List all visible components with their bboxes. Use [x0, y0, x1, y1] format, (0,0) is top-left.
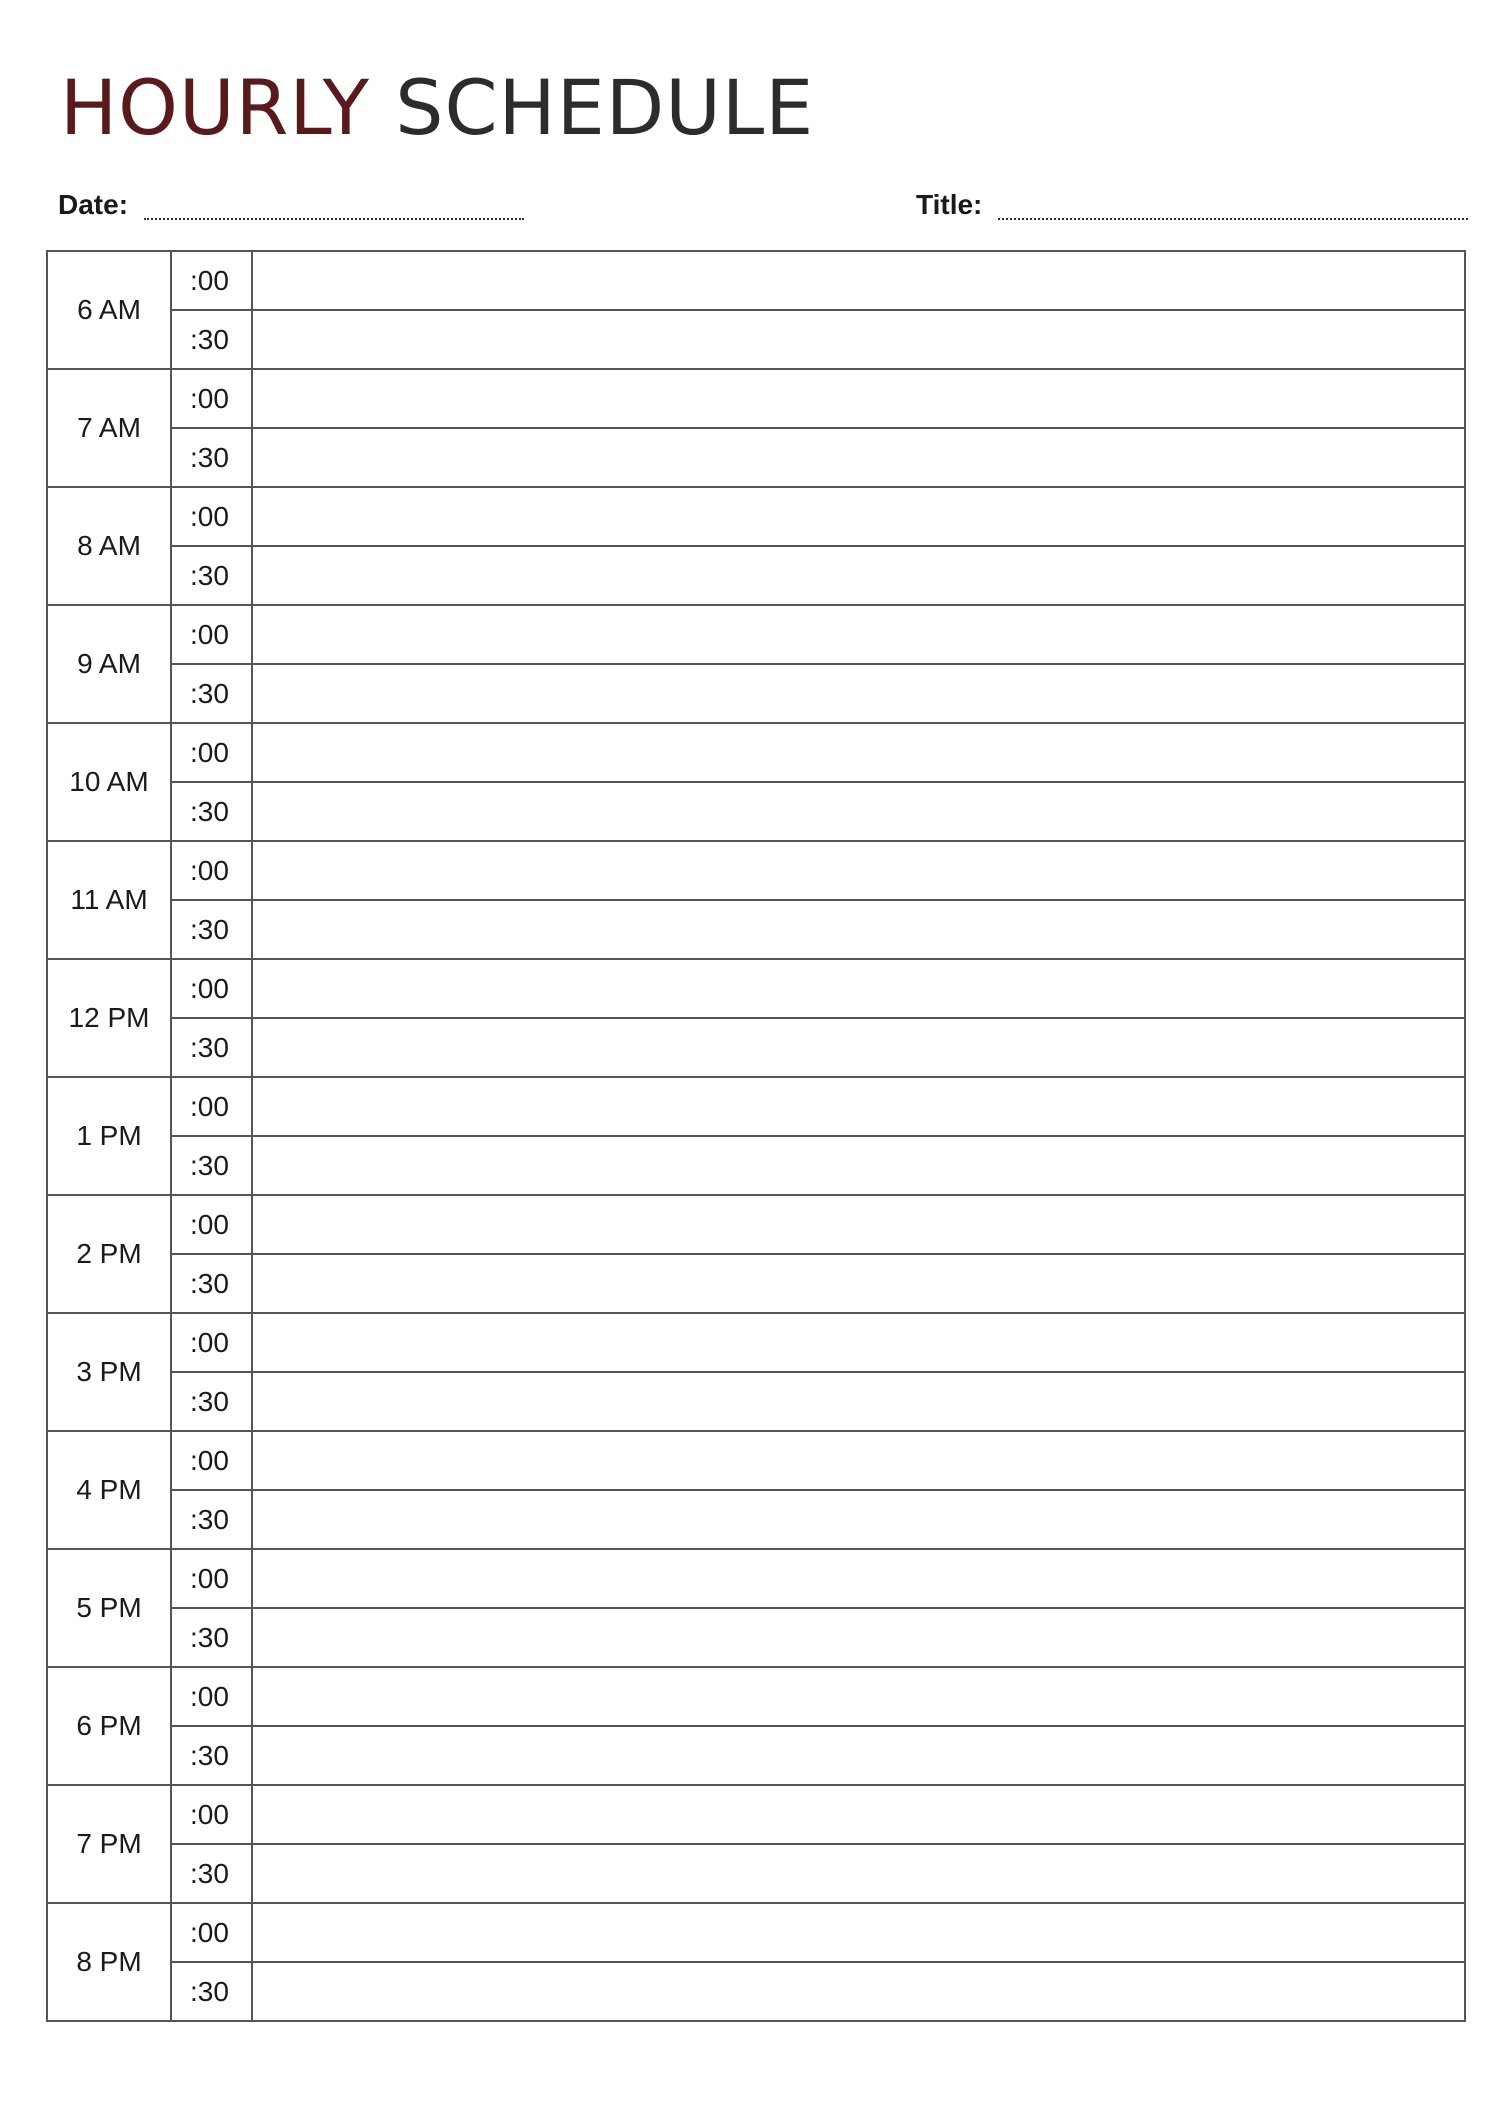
hour-label: 8 AM [47, 487, 171, 605]
minute-label: :00 [171, 959, 252, 1018]
schedule-table [46, 250, 1466, 2022]
schedule-entry-cell[interactable] [252, 723, 1465, 782]
title-field [916, 182, 1468, 222]
minute-label: :30 [171, 428, 252, 487]
minute-label: :30 [171, 1490, 252, 1549]
schedule-entry-cell[interactable] [252, 959, 1465, 1018]
minute-label: :30 [171, 1726, 252, 1785]
minute-label: :00 [171, 1667, 252, 1726]
minute-label: :30 [171, 1372, 252, 1431]
minute-label: :30 [171, 1608, 252, 1667]
schedule-row [47, 605, 1465, 664]
schedule-entry-cell[interactable] [252, 1844, 1465, 1903]
hour-label: 2 PM [47, 1195, 171, 1313]
schedule-entry-cell[interactable] [252, 1667, 1465, 1726]
schedule-entry-cell[interactable] [252, 1195, 1465, 1254]
schedule-body [47, 251, 1465, 2021]
schedule-row [47, 1313, 1465, 1372]
schedule-row [47, 1785, 1465, 1844]
schedule-entry-cell[interactable] [252, 664, 1465, 723]
schedule-row [47, 841, 1465, 900]
minute-label: :30 [171, 782, 252, 841]
schedule-entry-cell[interactable] [252, 1431, 1465, 1490]
schedule-entry-cell[interactable] [252, 369, 1465, 428]
minute-label: :30 [171, 1136, 252, 1195]
schedule-row [47, 1962, 1465, 2021]
schedule-entry-cell[interactable] [252, 1962, 1465, 2021]
minute-label: :00 [171, 251, 252, 310]
minute-label: :00 [171, 1431, 252, 1490]
schedule-entry-cell[interactable] [252, 1313, 1465, 1372]
hour-label: 5 PM [47, 1549, 171, 1667]
title-word-schedule: SCHEDULE [395, 63, 815, 152]
schedule-entry-cell[interactable] [252, 605, 1465, 664]
schedule-entry-cell[interactable] [252, 1726, 1465, 1785]
hour-label: 7 PM [47, 1785, 171, 1903]
date-label: Date: [58, 189, 129, 220]
date-write-line[interactable] [144, 218, 524, 220]
minute-label: :30 [171, 664, 252, 723]
schedule-row [47, 1549, 1465, 1608]
schedule-entry-cell[interactable] [252, 310, 1465, 369]
schedule-entry-cell[interactable] [252, 1785, 1465, 1844]
schedule-row [47, 1608, 1465, 1667]
minute-label: :00 [171, 605, 252, 664]
schedule-row [47, 1490, 1465, 1549]
schedule-entry-cell[interactable] [252, 1490, 1465, 1549]
minute-label: :00 [171, 723, 252, 782]
minute-label: :00 [171, 369, 252, 428]
schedule-entry-cell[interactable] [252, 1136, 1465, 1195]
minute-label: :30 [171, 310, 252, 369]
minute-label: :00 [171, 487, 252, 546]
schedule-row [47, 900, 1465, 959]
schedule-row [47, 310, 1465, 369]
schedule-entry-cell[interactable] [252, 841, 1465, 900]
hour-label: 6 AM [47, 251, 171, 369]
hour-label: 8 PM [47, 1903, 171, 2021]
minute-label: :30 [171, 900, 252, 959]
schedule-row [47, 959, 1465, 1018]
title-word-hourly: HOURLY [60, 63, 371, 152]
schedule-row [47, 782, 1465, 841]
schedule-entry-cell[interactable] [252, 546, 1465, 605]
schedule-row [47, 1726, 1465, 1785]
schedule-entry-cell[interactable] [252, 782, 1465, 841]
schedule-row [47, 251, 1465, 310]
schedule-row [47, 1844, 1465, 1903]
hour-label: 9 AM [47, 605, 171, 723]
minute-label: :30 [171, 1844, 252, 1903]
schedule-entry-cell[interactable] [252, 428, 1465, 487]
schedule-entry-cell[interactable] [252, 1549, 1465, 1608]
minute-label: :00 [171, 1077, 252, 1136]
hour-label: 7 AM [47, 369, 171, 487]
schedule-entry-cell[interactable] [252, 1372, 1465, 1431]
schedule-entry-cell[interactable] [252, 900, 1465, 959]
schedule-row [47, 428, 1465, 487]
schedule-row [47, 487, 1465, 546]
title-label: Title: [916, 189, 983, 220]
schedule-entry-cell[interactable] [252, 487, 1465, 546]
hour-label: 1 PM [47, 1077, 171, 1195]
minute-label: :00 [171, 1195, 252, 1254]
schedule-row [47, 1667, 1465, 1726]
minute-label: :00 [171, 1903, 252, 1962]
hour-label: 11 AM [47, 841, 171, 959]
minute-label: :30 [171, 1018, 252, 1077]
minute-label: :30 [171, 1962, 252, 2021]
schedule-row [47, 546, 1465, 605]
schedule-entry-cell[interactable] [252, 1077, 1465, 1136]
schedule-entry-cell[interactable] [252, 1608, 1465, 1667]
schedule-entry-cell[interactable] [252, 251, 1465, 310]
hour-label: 4 PM [47, 1431, 171, 1549]
schedule-row [47, 1254, 1465, 1313]
schedule-row [47, 1431, 1465, 1490]
schedule-row [47, 1903, 1465, 1962]
date-field [58, 182, 524, 222]
schedule-row [47, 664, 1465, 723]
minute-label: :00 [171, 841, 252, 900]
schedule-row [47, 1195, 1465, 1254]
schedule-row [47, 1136, 1465, 1195]
hour-label: 3 PM [47, 1313, 171, 1431]
schedule-entry-cell[interactable] [252, 1018, 1465, 1077]
minute-label: :00 [171, 1549, 252, 1608]
schedule-row [47, 1018, 1465, 1077]
schedule-row [47, 369, 1465, 428]
title-write-line[interactable] [998, 218, 1468, 220]
hour-label: 12 PM [47, 959, 171, 1077]
minute-label: :30 [171, 1254, 252, 1313]
hour-label: 6 PM [47, 1667, 171, 1785]
schedule-row [47, 1372, 1465, 1431]
minute-label: :00 [171, 1785, 252, 1844]
schedule-row [47, 723, 1465, 782]
page-title [60, 58, 814, 158]
minute-label: :30 [171, 546, 252, 605]
hour-label: 10 AM [47, 723, 171, 841]
schedule-entry-cell[interactable] [252, 1903, 1465, 1962]
minute-label: :00 [171, 1313, 252, 1372]
schedule-row [47, 1077, 1465, 1136]
schedule-entry-cell[interactable] [252, 1254, 1465, 1313]
